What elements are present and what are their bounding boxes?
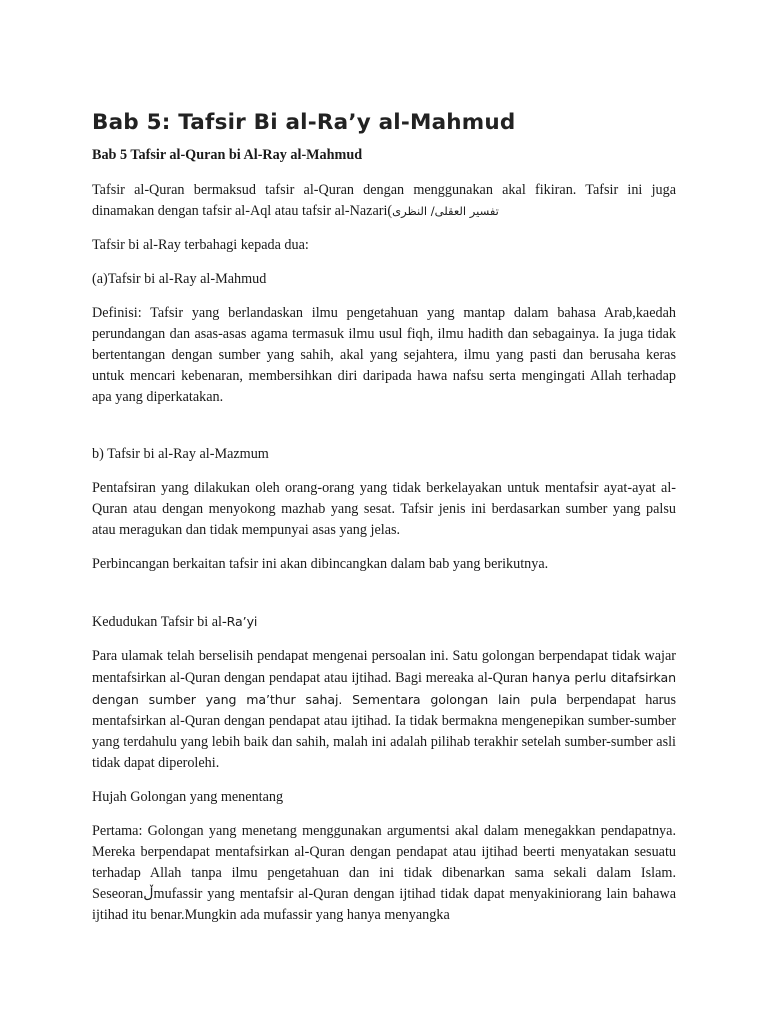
spacer bbox=[92, 421, 676, 444]
type-a-heading: (a)Tafsir bi al-Ray al-Mahmud bbox=[92, 271, 267, 287]
hujah-text-2: mufassir yang mentafsir al-Quran dengan ijtihad tidak dapat menyakiniorang lain bahawa ijtihad itu benar.Mungkin ada mufassir yang hanya menyangka bbox=[92, 886, 676, 923]
kedudukan-text-3: berpendapat harus mentafsirkan al-Quran dengan pendapat atau ijtihad. Ia tidak bermakna mengenepikan sumber-sumber yang terdahulu yang lebih baik dan sahih, malah ini adalah pilihab terakhir setelah sumber-sumber asli tidak dapat diperolehi. bbox=[92, 692, 676, 771]
type-b-definition: Pentafsiran yang dilakukan oleh orang-orang yang tidak berkelayakan untuk mentafsir ayat-ayat al-Quran atau dengan menyokong mazhab yang sesat. Tafsir jenis ini berdasarkan sumber yang palsu atau meragukan dan tidak mempunyai asas yang jelas. bbox=[92, 480, 676, 538]
intro-paragraph bbox=[92, 180, 676, 222]
spacer bbox=[92, 588, 676, 611]
kedudukan-paragraph bbox=[92, 646, 676, 774]
hujah-glyph: ڵ bbox=[143, 886, 154, 902]
type-b-heading: b) Tafsir bi al-Ray al-Mazmum bbox=[92, 446, 269, 462]
next-chapter-note: Perbincangan berkaitan tafsir ini akan dibincangkan dalam bab yang berikutnya. bbox=[92, 556, 549, 572]
hujah-paragraph bbox=[92, 821, 676, 926]
kedudukan-heading-term: Ra’yi bbox=[226, 614, 258, 629]
kedudukan-heading bbox=[92, 611, 676, 633]
page-title: Bab 5: Tafsir Bi al-Ra’y al-Mahmud bbox=[92, 110, 516, 135]
document-page bbox=[92, 108, 676, 939]
kedudukan-text-2: hanya perlu ditafsirkan dengan sumber yang ma’thur sahaj. Sementara golongan lain pula bbox=[92, 670, 677, 707]
kedudukan-text-1: Para ulamak telah berselisih pendapat mengenai persoalan ini. Satu golongan berpendapat tidak wajar mentafsirkan al-Quran dengan pendapat atau ijtihad. Bagi mereaka al-Quran bbox=[92, 648, 676, 686]
intro-arabic-term: تفسير العقلى/ النظرى bbox=[392, 204, 499, 218]
chapter-subtitle: Bab 5 Tafsir al-Quran bi Al-Ray al-Mahmud bbox=[92, 147, 363, 163]
kedudukan-heading-text: Kedudukan Tafsir bi al- bbox=[92, 614, 227, 630]
hujah-text-1: Pertama: Golongan yang menetang menggunakan argumentsi akal dalam menegakkan pendapatnya. Mereka berpendapat mentafsirkan al-Quran dengan pendapat atau ijtihad beerti menyatakan sesuatu terhadap Allah tanpa ilmu pengetahuan dan ini tidak dibenarkan sama sekali dalam Islam. Seseoran bbox=[92, 823, 676, 902]
intro-text: Tafsir al-Quran bermaksud tafsir al-Quran dengan menggunakan akal fikiran. Tafsir ini juga dinamakan dengan tafsir al-Aql atau tafsir al-Nazari( bbox=[92, 182, 676, 219]
hujah-heading: Hujah Golongan yang menentang bbox=[92, 789, 284, 805]
type-a-definition: Definisi: Tafsir yang berlandaskan ilmu pengetahuan yang mantap dalam bahasa Arab,kaedah perundangan dan asas-asas agama termasuk ilmu usul fiqh, ilmu hadith dan sebagainya. Ia juga tidak bertentangan dengan sumber yang sahih, akal yang sejahtera, ilmu yang pasti dan berusaha keras untuk mencari kebenaran, membersihkan diri daripada hawa nafsu serta mengingati Allah terhadap apa yang diperkatakan. bbox=[92, 305, 676, 405]
division-intro: Tafsir bi al-Ray terbahagi kepada dua: bbox=[92, 237, 309, 253]
